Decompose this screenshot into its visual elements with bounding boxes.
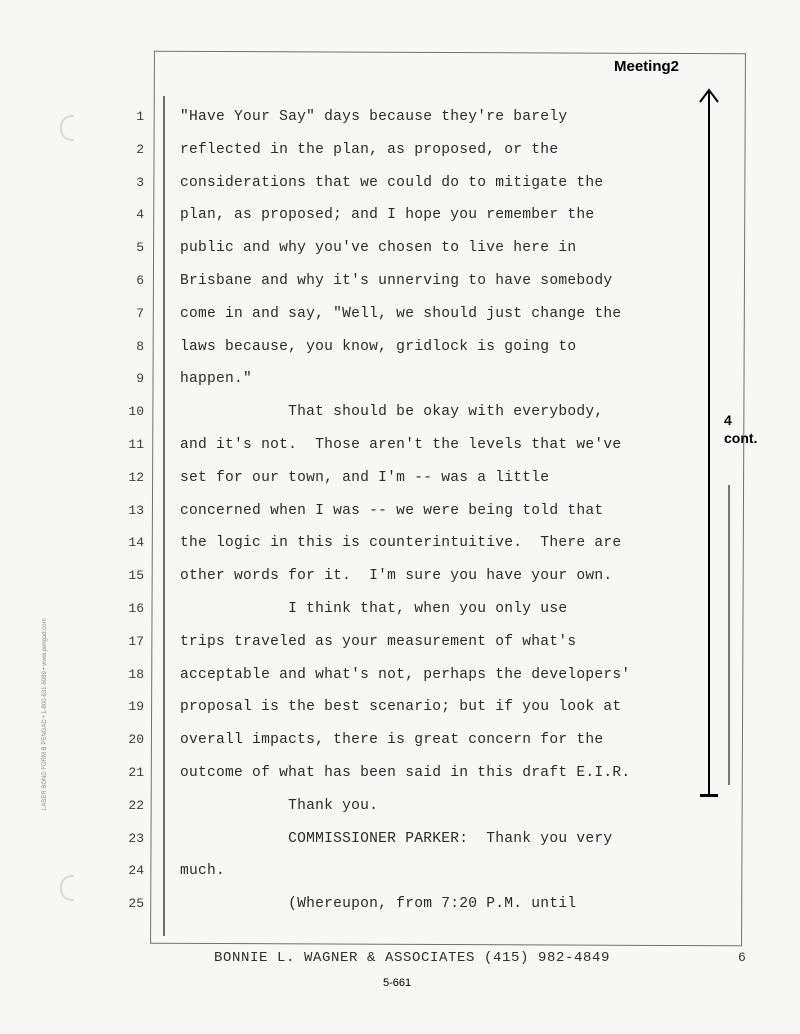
line-text: Brisbane and why it's unnerving to have somebody xyxy=(180,273,613,289)
line-text: reflected in the plan, as proposed, or the xyxy=(180,141,559,158)
transcript-line xyxy=(100,371,710,404)
line-number: 14 xyxy=(128,535,144,551)
reporter-footer: BONNIE L. WAGNER & ASSOCIATES (415) 982-4849 xyxy=(214,950,611,966)
transcript-line xyxy=(100,896,710,929)
line-number: 19 xyxy=(128,699,144,715)
line-number: 5 xyxy=(136,240,144,256)
line-text: I think that, when you only use xyxy=(180,601,568,617)
page-right-edge-rule xyxy=(728,485,730,785)
transcript-line xyxy=(100,634,710,667)
comment-continued-label: cont. xyxy=(724,430,758,446)
line-text: and it's not. Those aren't the levels that we've xyxy=(180,437,622,453)
line-text: concerned when I was -- we were being told that xyxy=(180,502,604,519)
transcript-line xyxy=(100,798,710,831)
transcript-line xyxy=(100,470,710,503)
meeting-tag-annotation: Meeting2 xyxy=(614,58,680,75)
line-number: 17 xyxy=(128,633,144,649)
line-text: acceptable and what's not, perhaps the developers' xyxy=(180,666,631,683)
line-number: 3 xyxy=(136,174,144,190)
comment-number: 4 xyxy=(724,412,732,428)
line-text: overall impacts, there is great concern for the xyxy=(180,732,604,749)
transcript-line xyxy=(100,699,710,732)
line-text: trips traveled as your measurement of what's xyxy=(180,633,577,650)
line-number: 7 xyxy=(136,305,144,321)
line-text: proposal is the best scenario; but if you look at xyxy=(180,699,622,716)
punch-hole-mark-top xyxy=(60,115,74,141)
transcript-line xyxy=(100,207,710,240)
transcript-line xyxy=(100,863,710,896)
line-text: That should be okay with everybody, xyxy=(180,404,604,421)
transcript-line xyxy=(100,175,710,208)
line-number: 1 xyxy=(136,109,144,124)
comment-bracket-line xyxy=(708,92,710,796)
line-text: laws because, you know, gridlock is going to xyxy=(180,338,577,355)
transcript-line xyxy=(100,601,710,634)
line-number: 2 xyxy=(136,141,144,157)
line-number: 23 xyxy=(128,830,144,846)
transcript-line xyxy=(100,109,710,142)
line-number: 24 xyxy=(128,863,144,879)
line-number: 13 xyxy=(128,502,144,518)
line-text: public and why you've chosen to live here in xyxy=(180,240,577,257)
comment-number-annotation xyxy=(724,411,757,447)
line-text: considerations that we could do to mitigate the xyxy=(180,174,604,191)
line-number: 25 xyxy=(128,896,144,912)
line-number: 4 xyxy=(136,207,144,223)
line-text: happen." xyxy=(180,371,253,388)
line-number: 18 xyxy=(128,666,144,682)
line-text: COMMISSIONER PARKER: Thank you very xyxy=(180,830,613,847)
line-text: other words for it. I'm sure you have your own. xyxy=(180,568,613,585)
line-number: 11 xyxy=(128,437,144,452)
transcript-line xyxy=(100,503,710,536)
transcript-line xyxy=(100,437,710,470)
line-number: 22 xyxy=(128,797,144,813)
transcript-line xyxy=(100,273,710,306)
line-text: plan, as proposed; and I hope you remember the xyxy=(180,207,595,224)
line-number: 21 xyxy=(128,765,144,780)
line-text: set for our town, and I'm -- was a little xyxy=(180,469,550,486)
line-text: the logic in this is counterintuitive. There are xyxy=(180,535,622,552)
line-number: 16 xyxy=(128,601,144,616)
transcript-line xyxy=(100,667,710,700)
line-number: 6 xyxy=(136,273,144,288)
transcript-line xyxy=(100,306,710,339)
transcript-line xyxy=(100,339,710,372)
line-number: 12 xyxy=(128,469,144,485)
paper-margin-print: LASER BOND FORM B PENGAD • 1-800-631-6989 • www.pengad.com xyxy=(42,618,48,810)
transcript-line xyxy=(100,568,710,601)
line-number: 9 xyxy=(136,371,144,387)
page-number: 6 xyxy=(738,950,746,965)
transcript-line xyxy=(100,765,710,798)
document-number: 5-661 xyxy=(383,977,412,989)
comment-bracket-end xyxy=(700,794,718,797)
line-text: much. xyxy=(180,863,226,880)
transcript-line xyxy=(100,732,710,765)
transcript-line xyxy=(100,240,710,273)
line-number: 20 xyxy=(128,732,144,748)
transcript-line xyxy=(100,404,710,437)
line-text: "Have Your Say" days because they're barely xyxy=(180,109,568,125)
line-text: (Whereupon, from 7:20 P.M. until xyxy=(180,896,577,913)
transcript-line xyxy=(100,142,710,175)
line-text: outcome of what has been said in this draft E.I.R. xyxy=(180,765,631,781)
line-number: 15 xyxy=(128,568,144,584)
transcript-line xyxy=(100,831,710,864)
punch-hole-mark-bottom xyxy=(60,875,74,901)
line-text: come in and say, "Well, we should just change the xyxy=(180,305,622,322)
transcript-line xyxy=(100,535,710,568)
line-text: Thank you. xyxy=(180,797,379,814)
line-number: 10 xyxy=(128,404,144,420)
line-number: 8 xyxy=(136,338,144,354)
